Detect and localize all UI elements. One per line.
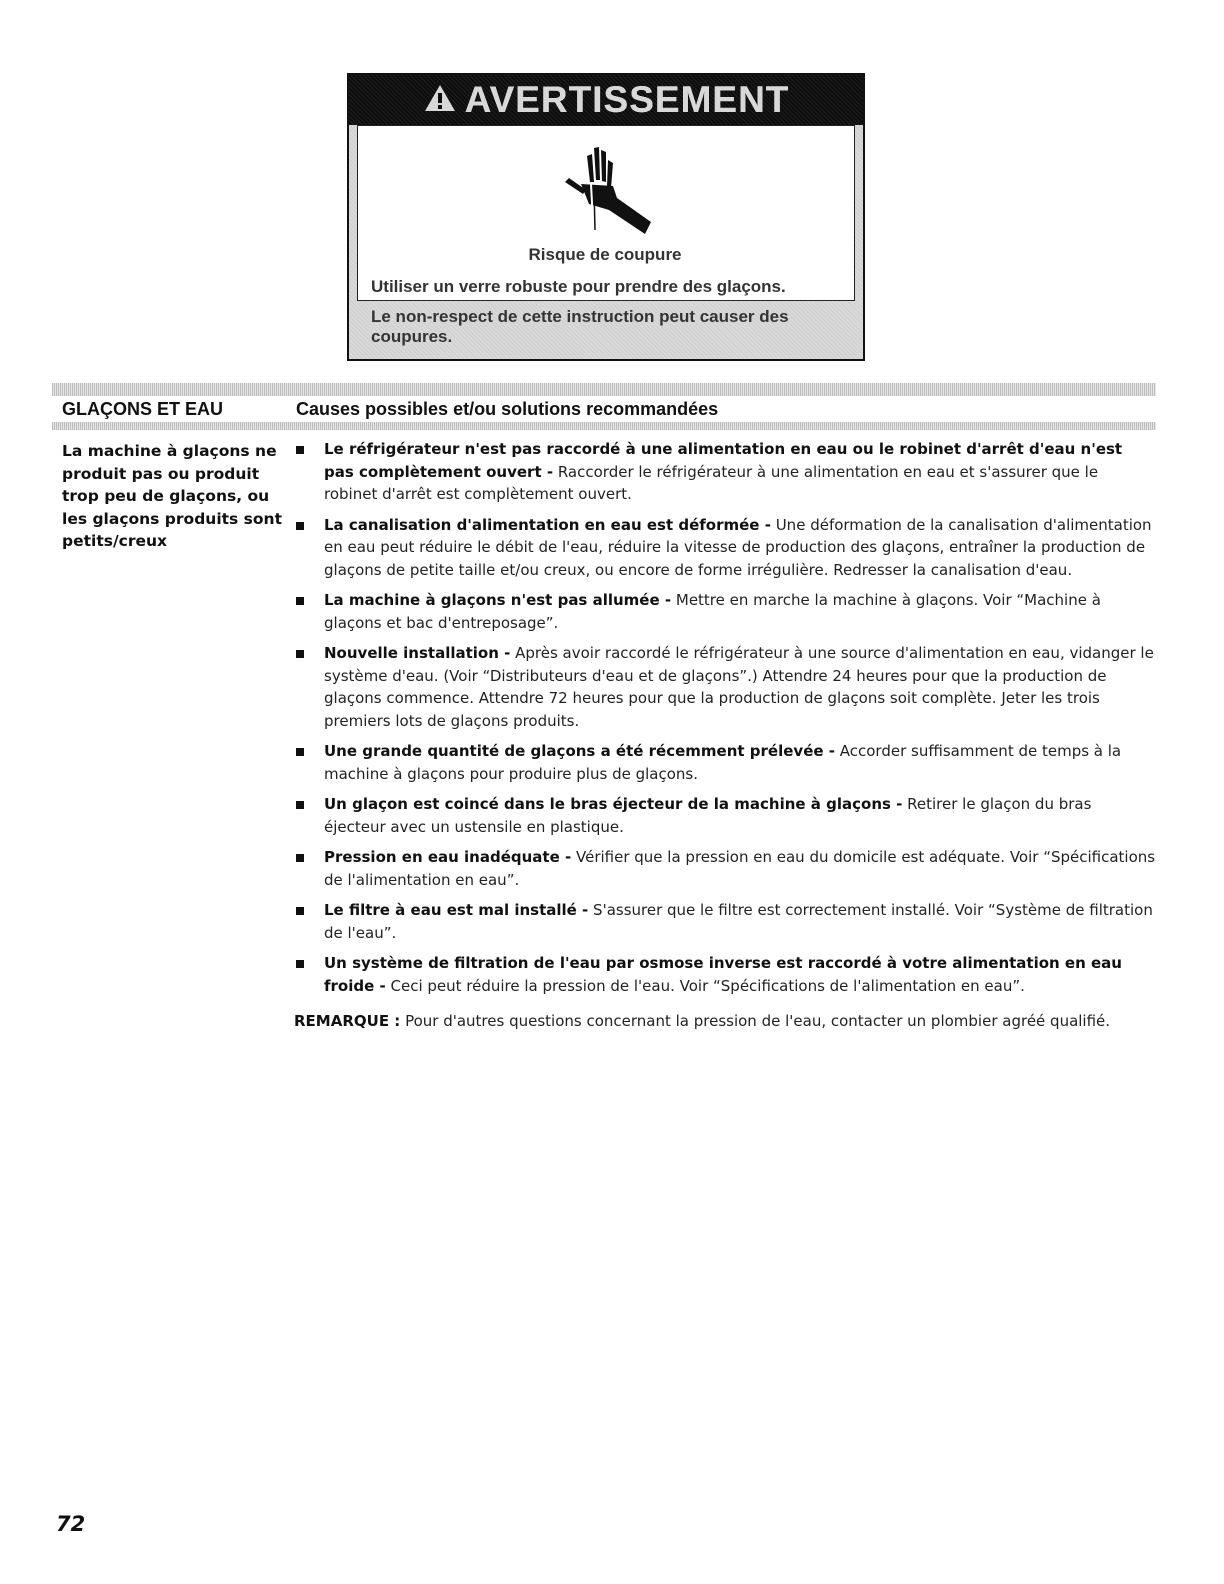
list-item (294, 740, 1156, 785)
list-item (294, 438, 1156, 506)
note-text: Pour d'autres questions concernant la pression de l'eau, contacter un plombier agréé qualifié. (400, 1012, 1111, 1030)
warning-box (347, 73, 865, 361)
bullet-square-icon (296, 801, 304, 809)
bullet-square-icon (296, 907, 304, 915)
bullet-square-icon (296, 650, 304, 658)
hazard-image-panel (357, 125, 855, 301)
cause-title: Une grande quantité de glaçons a été récemment prélevée - (324, 742, 835, 760)
cause-text: S'assurer que le filtre est correctement installé. Voir “Système de filtration de l'eau”. (324, 901, 1153, 942)
cause-text: Vérifier que la pression en eau du domicile est adéquate. Voir “Spécifications de l'alimentation en eau”. (324, 848, 1156, 889)
list-item (294, 846, 1156, 891)
cause-text: Raccorder le réfrigérateur à une alimentation en eau et s'assurer que le robinet d'arrêt est complètement ouvert. (324, 462, 1099, 503)
bullet-square-icon (296, 854, 304, 862)
list-item (294, 642, 1156, 732)
bullet-square-icon (296, 960, 304, 968)
cause-title: Un système de filtration de l'eau par osmose inverse est raccordé à votre alimentation en eau froide - (324, 954, 1122, 995)
note-label: REMARQUE : (294, 1012, 401, 1030)
warning-triangle-icon (423, 83, 457, 117)
cause-title: Le filtre à eau est mal installé - (324, 901, 589, 919)
warning-title: AVERTISSEMENT (464, 79, 790, 120)
causes-column-header: Causes possibles et/ou solutions recommandées (296, 399, 719, 419)
list-item (294, 952, 1156, 997)
cause-title: La machine à glaçons n'est pas allumée - (324, 591, 672, 609)
cause-text: Mettre en marche la machine à glaçons. Voir “Machine à glaçons et bac d'entreposage”. (324, 591, 1101, 632)
table-divider-band (52, 422, 1156, 430)
bullet-square-icon (296, 597, 304, 605)
warning-header (349, 75, 863, 125)
note (294, 1010, 1154, 1033)
page-number: 72 (56, 1512, 86, 1536)
cause-text: Ceci peut réduire la pression de l'eau. Voir “Spécifications de l'alimentation en eau”. (385, 976, 1025, 995)
problem-description: La machine à glaçons ne produit pas ou produit trop peu de glaçons, ou les glaçons produits sont petits/creux (62, 442, 282, 550)
bullet-square-icon (296, 748, 304, 756)
cause-title: Un glaçon est coincé dans le bras éjecteur de la machine à glaçons - (324, 795, 903, 813)
section-title: GLAÇONS ET EAU (62, 399, 224, 419)
list-item (294, 899, 1156, 944)
cause-text: Après avoir raccordé le réfrigérateur à une source d'alimentation en eau, vidanger le système d'eau. (Voir “Distributeurs d'eau et de glaçons”.) Attendre 24 heures pour que la production de glaçons commence. Attendre 72 heures pour que la production de glaçons soit complète. Jeter les trois premiers lots de glaçons produits. (324, 644, 1154, 730)
cause-title: Le réfrigérateur n'est pas raccordé à une alimentation en eau ou le robinet d'arrêt d'eau n'est pas complètement ouvert - (324, 440, 1123, 481)
list-item (294, 589, 1156, 634)
cause-title: La canalisation d'alimentation en eau est déformée - (324, 515, 771, 534)
table-header-band (52, 383, 1156, 396)
cause-text: Accorder suffisamment de temps à la machine à glaçons pour produire plus de glaçons. (324, 742, 1122, 783)
list-item (294, 514, 1156, 582)
warning-consequence: Le non-respect de cette instruction peut causer des coupures. (371, 307, 789, 346)
cause-text: Une déformation de la canalisation d'alimentation en eau peut réduire le débit de l'eau, réduire la vitesse de production des glaçons, entraîner la production de glaçons de petite taille et/ou creux, ou encore de forme irrégulière. Redresser la canalisation d'eau. (324, 515, 1152, 579)
warning-instruction: Utiliser un verre robuste pour prendre des glaçons. (371, 277, 786, 296)
list-item (294, 793, 1156, 838)
warning-heading: Risque de coupure (528, 245, 682, 264)
bullet-square-icon (296, 446, 304, 454)
cause-title: Nouvelle installation - (324, 644, 511, 662)
bullet-square-icon (296, 522, 304, 530)
cause-text: Retirer le glaçon du bras éjecteur avec un ustensile en plastique. (324, 795, 1092, 836)
causes-list (294, 438, 1156, 1005)
cause-title: Pression en eau inadéquate - (324, 848, 572, 866)
